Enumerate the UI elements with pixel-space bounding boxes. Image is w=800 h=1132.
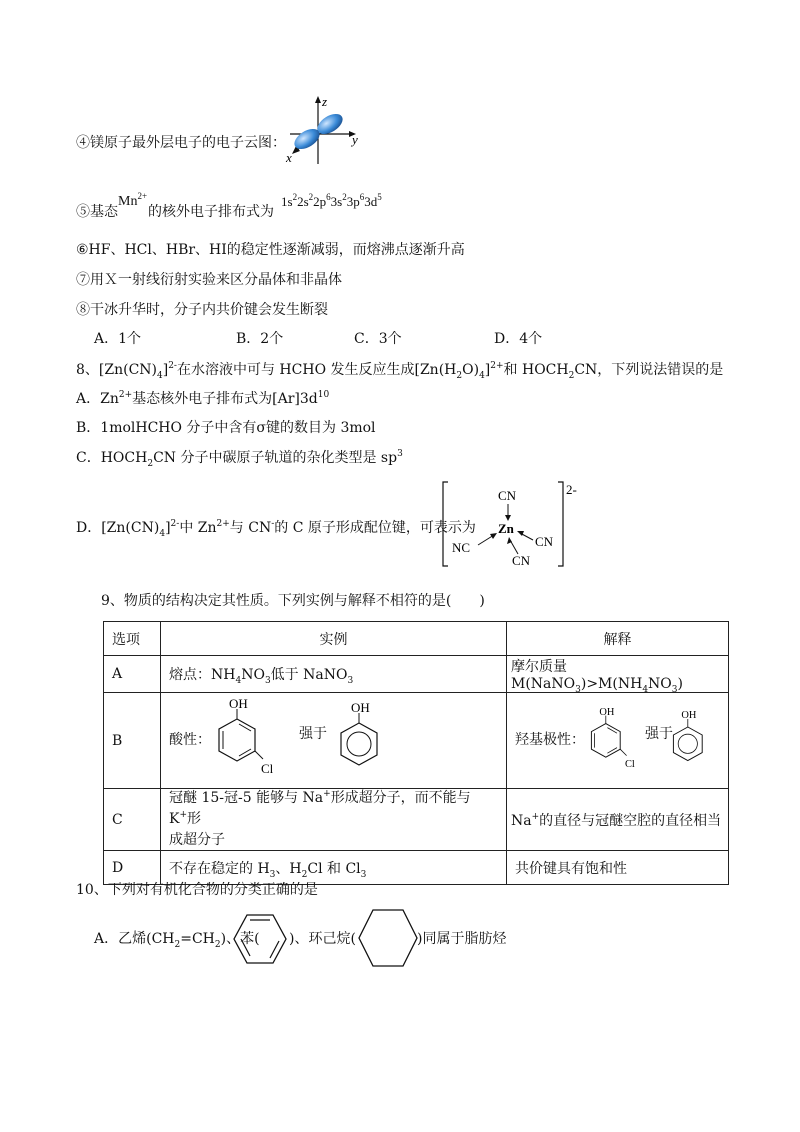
header-option: 选项 <box>104 622 161 656</box>
q10-option-a-part3: )同属于脂肪烃 <box>417 931 507 947</box>
mn-electron-config: $1s^22s^22p^63s^23p^63d^5$ <box>281 192 382 209</box>
q10-option-a-part1: A．乙烯$(CH_2=CH_2)$、苯( <box>94 931 260 950</box>
svg-text:OH: OH <box>599 706 615 718</box>
row-a-option: A <box>104 656 161 693</box>
table-header-row <box>104 622 729 656</box>
svg-text:OH: OH <box>351 701 370 715</box>
header-example: 实例 <box>161 622 507 656</box>
q8-option-b: B．1molHCHO 分子中含有σ键的数目为 3mol <box>76 420 376 436</box>
q8-option-d: D．$[Zn(CN)_4]^{2-}$中 $Zn^{2+}$与 CN-的 C 原子形成配位键，可表示为 <box>76 519 476 539</box>
item-5-text: ⑤基态 <box>76 204 118 220</box>
left-bracket <box>443 482 448 566</box>
q8-option-c: C．$HOCH_2CN$ 分子中碳原子轨道的杂化类型是 $sp^3$ <box>76 449 403 469</box>
q10-stem: 10、下列对有机化合物的分类正确的是 <box>76 882 318 898</box>
ligand-bottom: CN <box>512 553 531 568</box>
x-label: x <box>286 150 292 165</box>
table-row <box>104 693 729 789</box>
electron-cloud-figure <box>284 94 364 166</box>
z-label: z <box>322 94 328 109</box>
q9-table <box>103 621 729 885</box>
row-b-explanation <box>507 693 729 789</box>
row-c-explanation: Na+的直径与冠醚空腔的直径相当 <box>507 789 729 851</box>
item-6-text: ⑥HF、HCl、HBr、HI的稳定性逐渐减弱，而熔沸点逐渐升高 <box>76 242 465 258</box>
table-row <box>104 789 729 851</box>
zinc-center: Zn <box>498 521 514 536</box>
option-c: C．3个 <box>354 331 402 347</box>
item-4-text: ④镁原子最外层电子的电子云图： <box>76 135 286 151</box>
right-bracket <box>558 482 563 566</box>
row-c-option: C <box>104 789 161 851</box>
svg-text:Cl: Cl <box>261 761 274 776</box>
q10-option-a-part2: )、环己烷( <box>289 931 356 947</box>
row-a-explanation: 摩尔质量 $M(NaNO_3)>M(NH_4NO_3)$ <box>507 656 729 693</box>
row-b-example <box>161 693 507 789</box>
item-8-text: ⑧干冰升华时，分子内共价键会发生断裂 <box>76 302 328 318</box>
m-chlorophenol-structure <box>211 697 291 787</box>
row-d-option: D <box>104 851 161 885</box>
stronger-than-label: 强于 <box>299 726 327 742</box>
option-b: B．2个 <box>236 331 284 347</box>
svg-text:OH: OH <box>229 697 248 711</box>
q9-stem: 9、物质的结构决定其性质。下列实例与解释不相符的是( ) <box>101 593 485 609</box>
mn-ion: $Mn^{2+}$ <box>118 191 148 209</box>
cyclohexane-structure <box>357 908 419 968</box>
acidity-label: 酸性： <box>169 732 211 748</box>
zn-cn4-complex-diagram <box>440 478 590 570</box>
item-5-mid: 的核外电子排布式为 <box>148 204 274 220</box>
row-d-example: 不存在稳定的 $H_3$、$H_2Cl$ 和 $Cl_3$ <box>161 851 507 885</box>
stronger-than-label-2: 强于 <box>645 726 673 742</box>
item-7-text: ⑦用Ｘ一射线衍射实验来区分晶体和非晶体 <box>76 272 342 288</box>
ligand-left: NC <box>452 540 471 555</box>
ligand-right: CN <box>535 534 554 549</box>
row-b-option: B <box>104 693 161 789</box>
m-chlorophenol-structure-2 <box>585 697 649 787</box>
option-d: D．4个 <box>494 331 543 347</box>
q8-stem: 8、$[Zn(CN)_4]^{2-}$在水溶液中可与 HCHO 发生反应生成$[Zn(H_2O)_4]^{2+}$和 $HOCH_2CN$，下列说法错误的是 <box>76 361 724 381</box>
q8-option-a: A．$Zn^{2+}$基态核外电子排布式为$[Ar]3d^{10}$ <box>76 390 330 407</box>
benzene-structure <box>232 913 288 965</box>
phenol-structure-2 <box>667 701 715 785</box>
row-c-example: 冠醚 15-冠-5 能够与 Na+形成超分子，而不能与 K+形 成超分子 <box>161 789 507 851</box>
complex-charge: 2- <box>566 482 577 497</box>
table-row <box>104 656 729 693</box>
option-a: A．1个 <box>94 331 142 347</box>
y-label: y <box>352 132 358 147</box>
hydroxyl-polarity-label: 羟基极性： <box>515 732 585 748</box>
svg-text:OH: OH <box>681 710 697 722</box>
row-a-example: 熔点：$NH_4NO_3$低于 NaNO$_3$ <box>161 656 507 693</box>
svg-text:Cl: Cl <box>625 758 635 770</box>
row-d-explanation: 共价键具有饱和性 <box>507 851 729 885</box>
phenol-structure <box>333 701 393 785</box>
header-explanation: 解释 <box>507 622 729 656</box>
ligand-top: CN <box>498 488 517 503</box>
